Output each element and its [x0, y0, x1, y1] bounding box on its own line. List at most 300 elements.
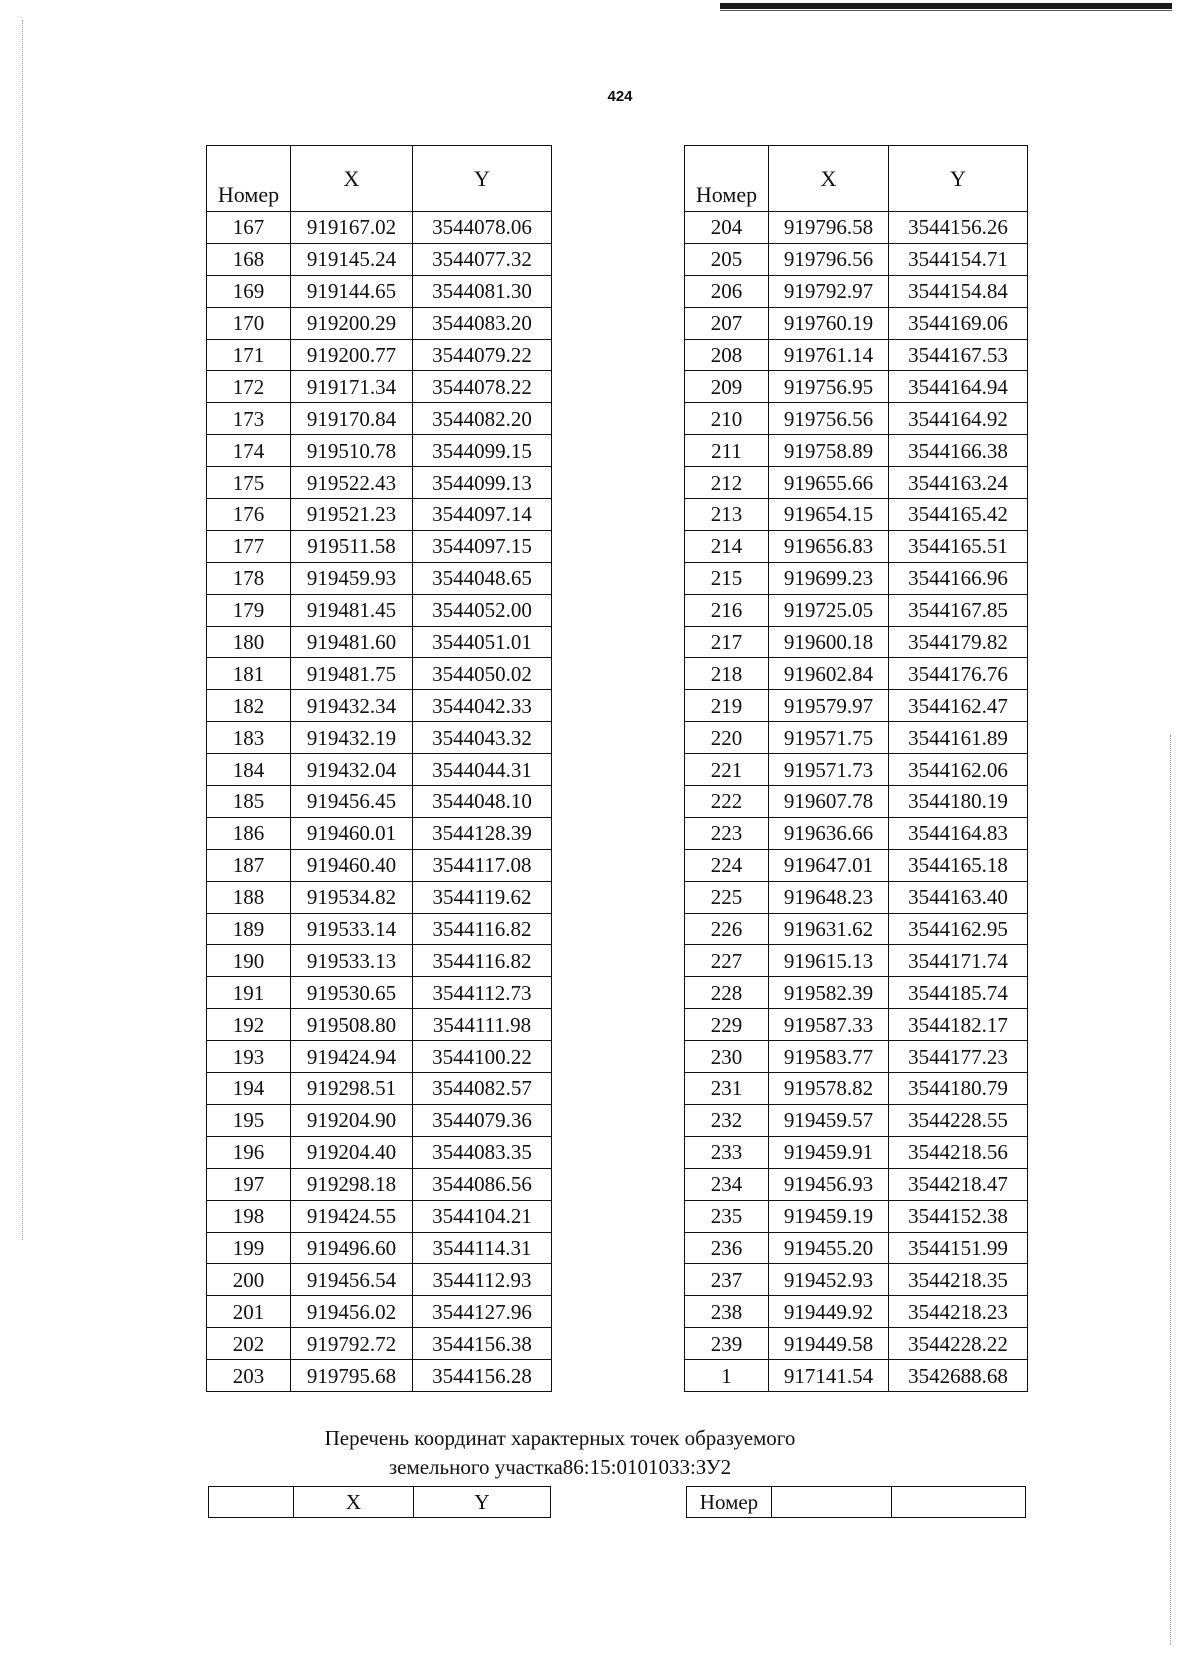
x-coordinate-cell: 919145.24 [291, 243, 413, 275]
point-number-cell: 234 [685, 1168, 769, 1200]
x-coordinate-cell: 919631.62 [769, 913, 889, 945]
table-header-row [685, 146, 1028, 212]
page-number: 424 [607, 88, 633, 105]
y-coordinate-cell: 3544164.92 [889, 403, 1028, 435]
table-row [207, 371, 552, 403]
point-number-cell: 199 [207, 1232, 291, 1264]
header-number: Номер [685, 146, 769, 212]
table-row [685, 1041, 1028, 1073]
y-coordinate-cell: 3544079.36 [413, 1104, 552, 1136]
point-number-cell: 220 [685, 722, 769, 754]
point-number-cell: 188 [207, 881, 291, 913]
point-number-cell: 167 [207, 212, 291, 244]
x-coordinate-cell: 919298.18 [291, 1168, 413, 1200]
point-number-cell: 198 [207, 1200, 291, 1232]
y-coordinate-cell: 3544161.89 [889, 722, 1028, 754]
x-coordinate-cell: 919200.77 [291, 339, 413, 371]
x-coordinate-cell: 919449.92 [769, 1296, 889, 1328]
x-coordinate-cell: 919587.33 [769, 1009, 889, 1041]
y-coordinate-cell: 3544162.47 [889, 690, 1028, 722]
y-coordinate-cell: 3544185.74 [889, 977, 1028, 1009]
point-number-cell: 185 [207, 786, 291, 818]
point-number-cell: 183 [207, 722, 291, 754]
table-row [207, 1360, 552, 1392]
x-coordinate-cell: 919432.34 [291, 690, 413, 722]
table-row [207, 658, 552, 690]
table-row [207, 1168, 552, 1200]
table-row [207, 1136, 552, 1168]
y-coordinate-cell: 3544100.22 [413, 1041, 552, 1073]
table-row [685, 243, 1028, 275]
x-coordinate-cell: 919298.51 [291, 1073, 413, 1105]
x-coordinate-cell: 919756.56 [769, 403, 889, 435]
x-coordinate-cell: 919424.94 [291, 1041, 413, 1073]
x-coordinate-cell: 919579.97 [769, 690, 889, 722]
x-coordinate-cell: 919481.60 [291, 626, 413, 658]
y-coordinate-cell: 3544162.06 [889, 754, 1028, 786]
point-number-cell: 192 [207, 1009, 291, 1041]
table-header-row [207, 146, 552, 212]
point-number-cell: 217 [685, 626, 769, 658]
point-number-cell: 218 [685, 658, 769, 690]
table-row [207, 403, 552, 435]
x-coordinate-cell: 917141.54 [769, 1360, 889, 1392]
x-coordinate-cell: 919796.56 [769, 243, 889, 275]
table-body-left [207, 212, 552, 1392]
x-coordinate-cell: 919144.65 [291, 275, 413, 307]
table-row [685, 1232, 1028, 1264]
table-row [685, 1073, 1028, 1105]
x-coordinate-cell: 919481.45 [291, 594, 413, 626]
top-rule-thin [720, 10, 1172, 11]
y-coordinate-cell: 3544082.20 [413, 403, 552, 435]
y-coordinate-cell: 3544228.22 [889, 1328, 1028, 1360]
point-number-cell: 184 [207, 754, 291, 786]
table-row [685, 881, 1028, 913]
point-number-cell: 205 [685, 243, 769, 275]
x-coordinate-cell: 919452.93 [769, 1264, 889, 1296]
point-number-cell: 210 [685, 403, 769, 435]
table-row [685, 1168, 1028, 1200]
table-row [207, 275, 552, 307]
point-number-cell: 223 [685, 817, 769, 849]
x-coordinate-cell: 919511.58 [291, 530, 413, 562]
table-row [207, 243, 552, 275]
point-number-cell: 225 [685, 881, 769, 913]
y-coordinate-cell: 3544169.06 [889, 307, 1028, 339]
x-coordinate-cell: 919578.82 [769, 1073, 889, 1105]
table-row [207, 1264, 552, 1296]
table-row [685, 658, 1028, 690]
point-number-cell: 230 [685, 1041, 769, 1073]
y-coordinate-cell: 3544163.40 [889, 881, 1028, 913]
y-coordinate-cell: 3544104.21 [413, 1200, 552, 1232]
x-coordinate-cell: 919204.40 [291, 1136, 413, 1168]
header-y: Y [889, 146, 1028, 212]
y-coordinate-cell: 3544112.93 [413, 1264, 552, 1296]
x-coordinate-cell: 919432.19 [291, 722, 413, 754]
stub-cell: Номер [687, 1487, 772, 1518]
table-header-row [209, 1487, 551, 1518]
point-number-cell: 207 [685, 307, 769, 339]
table-row [685, 722, 1028, 754]
y-coordinate-cell: 3544116.82 [413, 945, 552, 977]
stub-cell [209, 1487, 294, 1518]
coordinates-table-left [206, 145, 552, 1392]
x-coordinate-cell: 919647.01 [769, 849, 889, 881]
point-number-cell: 176 [207, 499, 291, 531]
y-coordinate-cell: 3544156.38 [413, 1328, 552, 1360]
x-coordinate-cell: 919582.39 [769, 977, 889, 1009]
table-row [207, 722, 552, 754]
x-coordinate-cell: 919796.58 [769, 212, 889, 244]
point-number-cell: 1 [685, 1360, 769, 1392]
x-coordinate-cell: 919204.90 [291, 1104, 413, 1136]
point-number-cell: 221 [685, 754, 769, 786]
y-coordinate-cell: 3544050.02 [413, 658, 552, 690]
table-row [685, 1360, 1028, 1392]
point-number-cell: 231 [685, 1073, 769, 1105]
point-number-cell: 187 [207, 849, 291, 881]
point-number-cell: 215 [685, 562, 769, 594]
table-row [685, 467, 1028, 499]
y-coordinate-cell: 3544099.15 [413, 435, 552, 467]
table-row [685, 786, 1028, 818]
x-coordinate-cell: 919459.93 [291, 562, 413, 594]
y-coordinate-cell: 3544097.15 [413, 530, 552, 562]
x-coordinate-cell: 919171.34 [291, 371, 413, 403]
x-coordinate-cell: 919534.82 [291, 881, 413, 913]
table-row [207, 1104, 552, 1136]
x-coordinate-cell: 919481.75 [291, 658, 413, 690]
point-number-cell: 226 [685, 913, 769, 945]
point-number-cell: 182 [207, 690, 291, 722]
table-row [207, 945, 552, 977]
table-row [685, 1009, 1028, 1041]
table-row [685, 594, 1028, 626]
y-coordinate-cell: 3544077.32 [413, 243, 552, 275]
y-coordinate-cell: 3544218.35 [889, 1264, 1028, 1296]
x-coordinate-cell: 919571.73 [769, 754, 889, 786]
table-row [685, 212, 1028, 244]
point-number-cell: 194 [207, 1073, 291, 1105]
y-coordinate-cell: 3544165.18 [889, 849, 1028, 881]
y-coordinate-cell: 3544043.32 [413, 722, 552, 754]
point-number-cell: 197 [207, 1168, 291, 1200]
stub-cell: Y [414, 1487, 551, 1518]
table-row [685, 817, 1028, 849]
point-number-cell: 216 [685, 594, 769, 626]
x-coordinate-cell: 919170.84 [291, 403, 413, 435]
table-row [685, 1296, 1028, 1328]
point-number-cell: 233 [685, 1136, 769, 1168]
header-x: X [291, 146, 413, 212]
point-number-cell: 204 [685, 212, 769, 244]
top-rule [720, 3, 1172, 9]
y-coordinate-cell: 3544165.42 [889, 499, 1028, 531]
x-coordinate-cell: 919533.13 [291, 945, 413, 977]
table-row [685, 499, 1028, 531]
y-coordinate-cell: 3544164.83 [889, 817, 1028, 849]
point-number-cell: 237 [685, 1264, 769, 1296]
point-number-cell: 211 [685, 435, 769, 467]
table-row [685, 1264, 1028, 1296]
table-row [207, 913, 552, 945]
x-coordinate-cell: 919699.23 [769, 562, 889, 594]
table-row [207, 1328, 552, 1360]
table-row [685, 977, 1028, 1009]
x-coordinate-cell: 919756.95 [769, 371, 889, 403]
x-coordinate-cell: 919508.80 [291, 1009, 413, 1041]
x-coordinate-cell: 919725.05 [769, 594, 889, 626]
x-coordinate-cell: 919459.91 [769, 1136, 889, 1168]
point-number-cell: 235 [685, 1200, 769, 1232]
table-row [207, 817, 552, 849]
table-row [685, 690, 1028, 722]
point-number-cell: 177 [207, 530, 291, 562]
table-row [685, 849, 1028, 881]
point-number-cell: 202 [207, 1328, 291, 1360]
point-number-cell: 190 [207, 945, 291, 977]
point-number-cell: 178 [207, 562, 291, 594]
table-row [685, 945, 1028, 977]
y-coordinate-cell: 3544099.13 [413, 467, 552, 499]
table-row [685, 1200, 1028, 1232]
table-row [207, 307, 552, 339]
table-row [207, 1073, 552, 1105]
point-number-cell: 239 [685, 1328, 769, 1360]
table-row [685, 530, 1028, 562]
table-row [207, 594, 552, 626]
x-coordinate-cell: 919795.68 [291, 1360, 413, 1392]
point-number-cell: 203 [207, 1360, 291, 1392]
point-number-cell: 228 [685, 977, 769, 1009]
point-number-cell: 191 [207, 977, 291, 1009]
y-coordinate-cell: 3544079.22 [413, 339, 552, 371]
point-number-cell: 196 [207, 1136, 291, 1168]
x-coordinate-cell: 919496.60 [291, 1232, 413, 1264]
x-coordinate-cell: 919602.84 [769, 658, 889, 690]
header-x: X [769, 146, 889, 212]
y-coordinate-cell: 3544119.62 [413, 881, 552, 913]
x-coordinate-cell: 919521.23 [291, 499, 413, 531]
y-coordinate-cell: 3542688.68 [889, 1360, 1028, 1392]
point-number-cell: 186 [207, 817, 291, 849]
x-coordinate-cell: 919533.14 [291, 913, 413, 945]
table-row [685, 339, 1028, 371]
y-coordinate-cell: 3544218.23 [889, 1296, 1028, 1328]
x-coordinate-cell: 919530.65 [291, 977, 413, 1009]
stub-cell [892, 1487, 1026, 1518]
y-coordinate-cell: 3544167.53 [889, 339, 1028, 371]
y-coordinate-cell: 3544154.71 [889, 243, 1028, 275]
next-table-header-right [686, 1486, 1026, 1518]
point-number-cell: 193 [207, 1041, 291, 1073]
table-body-right [685, 212, 1028, 1392]
point-number-cell: 170 [207, 307, 291, 339]
x-coordinate-cell: 919656.83 [769, 530, 889, 562]
point-number-cell: 180 [207, 626, 291, 658]
table-row [685, 1104, 1028, 1136]
x-coordinate-cell: 919760.19 [769, 307, 889, 339]
table-row [207, 212, 552, 244]
y-coordinate-cell: 3544166.96 [889, 562, 1028, 594]
x-coordinate-cell: 919792.97 [769, 275, 889, 307]
x-coordinate-cell: 919200.29 [291, 307, 413, 339]
x-coordinate-cell: 919655.66 [769, 467, 889, 499]
point-number-cell: 189 [207, 913, 291, 945]
table-row [685, 1328, 1028, 1360]
point-number-cell: 224 [685, 849, 769, 881]
y-coordinate-cell: 3544218.47 [889, 1168, 1028, 1200]
point-number-cell: 181 [207, 658, 291, 690]
y-coordinate-cell: 3544177.23 [889, 1041, 1028, 1073]
y-coordinate-cell: 3544078.22 [413, 371, 552, 403]
table-row [207, 849, 552, 881]
point-number-cell: 200 [207, 1264, 291, 1296]
y-coordinate-cell: 3544044.31 [413, 754, 552, 786]
y-coordinate-cell: 3544154.84 [889, 275, 1028, 307]
point-number-cell: 174 [207, 435, 291, 467]
y-coordinate-cell: 3544156.28 [413, 1360, 552, 1392]
table-row [685, 562, 1028, 594]
x-coordinate-cell: 919456.02 [291, 1296, 413, 1328]
y-coordinate-cell: 3544163.24 [889, 467, 1028, 499]
point-number-cell: 195 [207, 1104, 291, 1136]
y-coordinate-cell: 3544171.74 [889, 945, 1028, 977]
x-coordinate-cell: 919600.18 [769, 626, 889, 658]
point-number-cell: 201 [207, 1296, 291, 1328]
y-coordinate-cell: 3544052.00 [413, 594, 552, 626]
y-coordinate-cell: 3544127.96 [413, 1296, 552, 1328]
x-coordinate-cell: 919654.15 [769, 499, 889, 531]
header-number: Номер [207, 146, 291, 212]
point-number-cell: 206 [685, 275, 769, 307]
y-coordinate-cell: 3544182.17 [889, 1009, 1028, 1041]
point-number-cell: 213 [685, 499, 769, 531]
caption-line-2: земельного участка86:15:0101033:ЗУ2 [388, 1455, 732, 1479]
x-coordinate-cell: 919459.19 [769, 1200, 889, 1232]
x-coordinate-cell: 919615.13 [769, 945, 889, 977]
y-coordinate-cell: 3544156.26 [889, 212, 1028, 244]
y-coordinate-cell: 3544111.98 [413, 1009, 552, 1041]
x-coordinate-cell: 919424.55 [291, 1200, 413, 1232]
table-row [685, 435, 1028, 467]
table-row [685, 275, 1028, 307]
y-coordinate-cell: 3544176.76 [889, 658, 1028, 690]
y-coordinate-cell: 3544086.56 [413, 1168, 552, 1200]
point-number-cell: 175 [207, 467, 291, 499]
table-row [207, 754, 552, 786]
table-row [207, 1200, 552, 1232]
table-row [207, 690, 552, 722]
x-coordinate-cell: 919456.93 [769, 1168, 889, 1200]
x-coordinate-cell: 919456.54 [291, 1264, 413, 1296]
table-row [685, 371, 1028, 403]
y-coordinate-cell: 3544114.31 [413, 1232, 552, 1264]
table-row [685, 307, 1028, 339]
x-coordinate-cell: 919792.72 [291, 1328, 413, 1360]
x-coordinate-cell: 919648.23 [769, 881, 889, 913]
point-number-cell: 172 [207, 371, 291, 403]
point-number-cell: 214 [685, 530, 769, 562]
point-number-cell: 219 [685, 690, 769, 722]
table-row [685, 754, 1028, 786]
point-number-cell: 229 [685, 1009, 769, 1041]
y-coordinate-cell: 3544082.57 [413, 1073, 552, 1105]
point-number-cell: 179 [207, 594, 291, 626]
table-row [207, 1296, 552, 1328]
caption-line-1: Перечень координат характерных точек образуемого [324, 1426, 796, 1450]
table-row [685, 913, 1028, 945]
coordinates-table-right [684, 145, 1028, 1392]
x-coordinate-cell: 919449.58 [769, 1328, 889, 1360]
x-coordinate-cell: 919761.14 [769, 339, 889, 371]
header-y: Y [413, 146, 552, 212]
x-coordinate-cell: 919167.02 [291, 212, 413, 244]
y-coordinate-cell: 3544081.30 [413, 275, 552, 307]
table-row [207, 530, 552, 562]
y-coordinate-cell: 3544083.20 [413, 307, 552, 339]
table-row [207, 1232, 552, 1264]
table-row [685, 1136, 1028, 1168]
x-coordinate-cell: 919510.78 [291, 435, 413, 467]
x-coordinate-cell: 919456.45 [291, 786, 413, 818]
y-coordinate-cell: 3544228.55 [889, 1104, 1028, 1136]
table-row [207, 626, 552, 658]
x-coordinate-cell: 919455.20 [769, 1232, 889, 1264]
table-row [207, 881, 552, 913]
table-row [685, 626, 1028, 658]
y-coordinate-cell: 3544116.82 [413, 913, 552, 945]
y-coordinate-cell: 3544112.73 [413, 977, 552, 1009]
y-coordinate-cell: 3544162.95 [889, 913, 1028, 945]
point-number-cell: 173 [207, 403, 291, 435]
point-number-cell: 212 [685, 467, 769, 499]
y-coordinate-cell: 3544051.01 [413, 626, 552, 658]
point-number-cell: 236 [685, 1232, 769, 1264]
table-header-row [687, 1487, 1026, 1518]
y-coordinate-cell: 3544078.06 [413, 212, 552, 244]
y-coordinate-cell: 3544180.79 [889, 1073, 1028, 1105]
table-row [207, 786, 552, 818]
x-coordinate-cell: 919583.77 [769, 1041, 889, 1073]
y-coordinate-cell: 3544166.38 [889, 435, 1028, 467]
point-number-cell: 227 [685, 945, 769, 977]
table-row [207, 339, 552, 371]
y-coordinate-cell: 3544164.94 [889, 371, 1028, 403]
point-number-cell: 232 [685, 1104, 769, 1136]
y-coordinate-cell: 3544167.85 [889, 594, 1028, 626]
table-row [207, 562, 552, 594]
point-number-cell: 222 [685, 786, 769, 818]
stub-cell: X [294, 1487, 414, 1518]
table-row [207, 1009, 552, 1041]
y-coordinate-cell: 3544083.35 [413, 1136, 552, 1168]
x-coordinate-cell: 919758.89 [769, 435, 889, 467]
stub-cell [772, 1487, 892, 1518]
x-coordinate-cell: 919571.75 [769, 722, 889, 754]
table-row [685, 403, 1028, 435]
table-row [207, 977, 552, 1009]
y-coordinate-cell: 3544048.10 [413, 786, 552, 818]
scan-edge-right [1170, 735, 1171, 1645]
y-coordinate-cell: 3544179.82 [889, 626, 1028, 658]
point-number-cell: 171 [207, 339, 291, 371]
x-coordinate-cell: 919460.01 [291, 817, 413, 849]
point-number-cell: 209 [685, 371, 769, 403]
y-coordinate-cell: 3544152.38 [889, 1200, 1028, 1232]
